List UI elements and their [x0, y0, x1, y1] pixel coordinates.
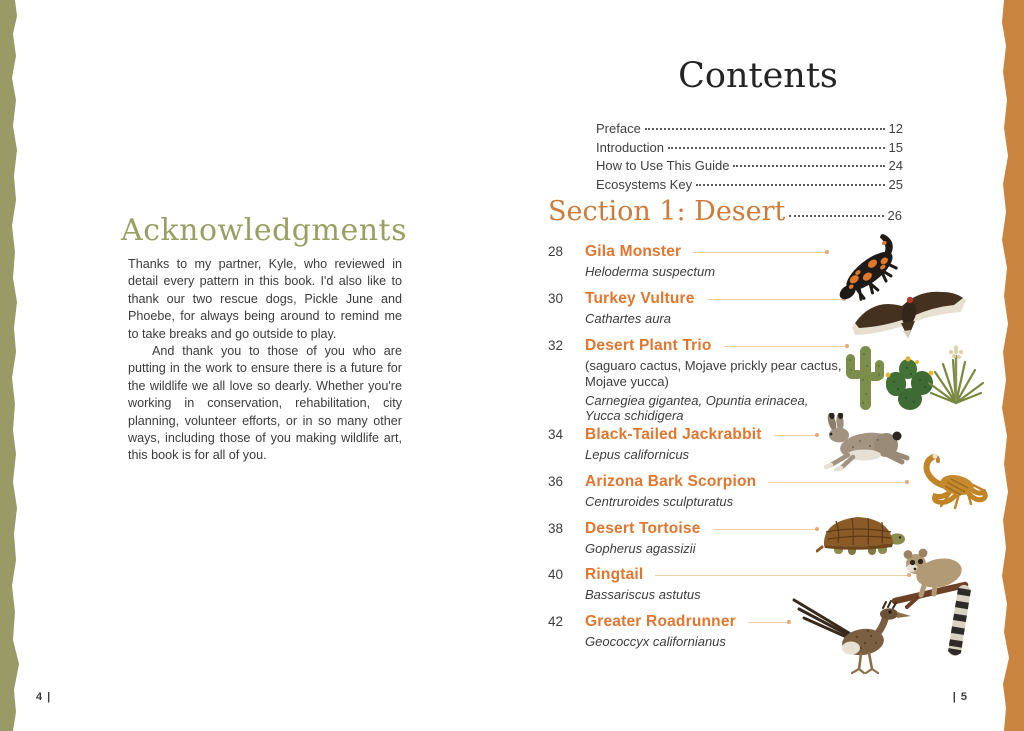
roadrunner-illustration: [791, 593, 913, 677]
entry-page-number: 40: [548, 567, 564, 582]
entry-latin-name: Cathartes aura: [585, 311, 671, 326]
toc-label: Introduction: [596, 139, 664, 155]
leader-line: [748, 622, 790, 623]
entry-common-names: Mojave yucca): [585, 374, 669, 389]
entry-latin-name: Carnegiea gigantea, Opuntia erinacea,: [585, 393, 809, 408]
entry-title: Arizona Bark Scorpion: [585, 473, 757, 490]
entry-common-names: (saguaro cactus, Mojave prickly pear cactus,: [585, 358, 842, 373]
dot-leader: [733, 165, 884, 167]
entry-latin-name: Yucca schidigera: [585, 408, 684, 423]
entry-latin-name: Bassariscus astutus: [585, 587, 701, 602]
entry-title: Ringtail: [585, 566, 644, 583]
toc-row-ecosystems-key: [596, 177, 903, 196]
entry-page-number: 28: [548, 244, 564, 259]
dot-leader: [696, 184, 884, 186]
section-title: Section 1: Desert: [548, 196, 786, 227]
toc-label: Preface: [596, 121, 641, 136]
section-page-number: 26: [887, 208, 902, 223]
toc-entry-gila-monster: [548, 243, 828, 279]
entry-latin-name: Centruroides sculpturatus: [585, 494, 734, 509]
entry-latin-name: Gopherus agassizii: [585, 541, 696, 556]
entry-page-number: 30: [548, 291, 564, 306]
entry-title: Black-Tailed Jackrabbit: [585, 426, 762, 443]
jackrabbit-illustration: [818, 413, 912, 471]
left-page-number: 4 |: [36, 691, 52, 703]
toc-page-number: 24: [888, 158, 903, 173]
acknowledgments-text: [128, 256, 402, 465]
leader-line: [655, 575, 910, 576]
toc-row-preface: [596, 121, 903, 140]
entry-title: Desert Tortoise: [585, 520, 701, 537]
saguaro-cactus-illustration: [843, 340, 887, 418]
toc-label: Ecosystems Key: [596, 176, 693, 192]
entry-title: Desert Plant Trio: [585, 337, 712, 354]
right-page-torn-edge: [994, 0, 1024, 731]
right-page-number: | 5: [952, 691, 968, 703]
toc-label: How to Use This Guide: [596, 158, 730, 173]
entry-title: Greater Roadrunner: [585, 613, 736, 630]
toc-page-number: 15: [888, 139, 903, 155]
entry-latin-name: Geococcyx californianus: [585, 634, 726, 649]
acknowledgments-title: Acknowledgments: [121, 213, 407, 248]
acknowledgments-paragraph-1: Thanks to my partner, Kyle, who reviewed in detail every pattern in this book. I'd also like to thank our two rescue dogs, Pickle June and Phoebe, for always being around to remind me to take breaks and go outside to play.: [128, 257, 402, 341]
toc-entry-desert-plant-trio: [548, 337, 848, 424]
entry-page-number: 32: [548, 338, 564, 353]
dot-leader: [668, 147, 885, 149]
toc-page-number: 25: [888, 176, 903, 192]
entry-title: Turkey Vulture: [585, 290, 695, 307]
toc-page-number: 12: [888, 121, 903, 136]
toc-row-introduction: [596, 140, 903, 159]
leader-line: [707, 299, 845, 300]
entry-page-number: 38: [548, 521, 564, 536]
toc-entry-jackrabbit: [548, 426, 818, 462]
toc-entry-tortoise: [548, 520, 818, 556]
leader-line: [693, 252, 828, 253]
entry-page-number: 42: [548, 614, 564, 629]
entry-page-number: 34: [548, 427, 564, 442]
entry-latin-name: Lepus californicus: [585, 447, 690, 462]
toc-entry-roadrunner: [548, 613, 790, 649]
leader-line: [724, 346, 848, 347]
acknowledgments-paragraph-2: And thank you to those of you who are putting in the work to ensure there is a future for the wildlife we all love so dearly. Whether you're working in conservation, rehabilitation, city planning, volunteer efforts, or in so many other ways, including those of you making wildlife art, this book is for all of you.: [128, 344, 402, 463]
dot-leader: [645, 128, 885, 130]
toc-entry-scorpion: [548, 473, 908, 509]
toc-entry-turkey-vulture: [548, 290, 845, 326]
leader-line: [768, 482, 908, 483]
toc-row-how-to-use: [596, 158, 903, 177]
entry-page-number: 36: [548, 474, 564, 489]
left-page-torn-edge: [0, 0, 26, 731]
contents-title: Contents: [678, 56, 838, 96]
front-matter-list: [596, 121, 903, 195]
leader-line: [774, 435, 818, 436]
mojave-yucca-illustration: [926, 343, 986, 407]
scorpion-illustration: [911, 450, 991, 512]
turkey-vulture-illustration: [851, 281, 967, 343]
entry-latin-name: Heloderma suspectum: [585, 264, 716, 279]
section-heading-row: [548, 196, 902, 227]
dot-leader: [789, 215, 883, 217]
leader-line: [713, 529, 818, 530]
entry-title: Gila Monster: [585, 243, 682, 260]
